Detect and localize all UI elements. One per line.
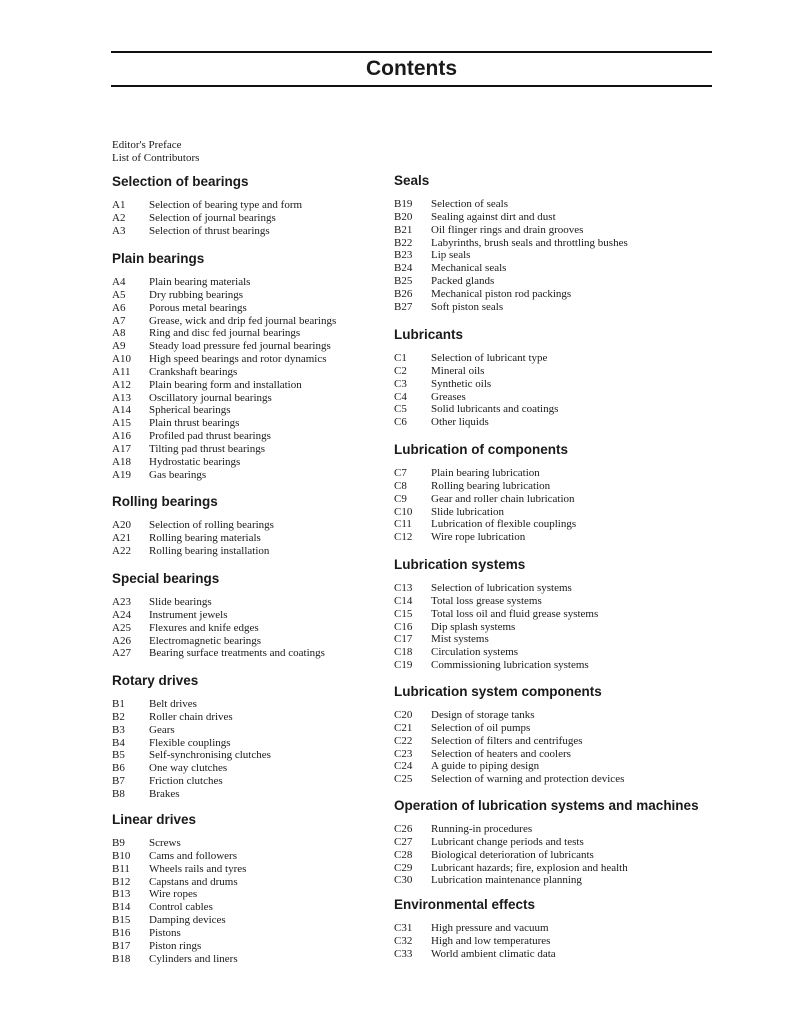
toc-entry-a15 (112, 417, 336, 430)
entry-code: C20 (394, 709, 413, 721)
entry-title: Rolling bearing lubrication (431, 479, 551, 492)
entry-title: Synthetic oils (431, 377, 492, 390)
entry-title: Slide lubrication (431, 505, 505, 518)
toc-entry-c18 (394, 646, 598, 659)
toc-entry-a7 (112, 315, 336, 328)
entry-code: C4 (394, 390, 407, 403)
entry-code: A11 (112, 365, 131, 378)
front-matter-contributors: List of Contributors (112, 152, 200, 164)
entry-code: C32 (394, 934, 413, 947)
toc-entry-b13 (112, 888, 246, 901)
toc-entry-c23 (394, 748, 624, 761)
toc-entry-b5 (112, 749, 271, 762)
entry-code: B6 (112, 762, 125, 775)
toc-entry-c26 (394, 823, 699, 836)
entry-title: Rolling bearing materials (149, 531, 261, 544)
toc-entry-c3 (394, 378, 558, 391)
entry-code: B1 (112, 698, 125, 710)
entry-code: C3 (394, 377, 407, 390)
section-lubrication-system-components (394, 683, 624, 786)
entry-title: Belt drives (149, 698, 197, 710)
entry-title: Porous metal bearings (149, 301, 247, 314)
section-heading: Lubrication systems (394, 557, 526, 572)
entry-code: C19 (394, 659, 413, 672)
entry-title: Crankshaft bearings (149, 365, 238, 378)
entry-title: Oscillatory journal bearings (149, 391, 272, 404)
section-heading: Environmental effects (394, 897, 536, 912)
section-heading: Rotary drives (112, 673, 199, 688)
entry-title: Mechanical seals (431, 262, 507, 275)
toc-entry-a18 (112, 456, 336, 469)
entry-code: A8 (112, 327, 126, 340)
entry-title: Mineral oils (431, 364, 485, 377)
entry-code: C13 (394, 582, 413, 594)
entry-title: Brakes (149, 787, 180, 800)
toc-entry-c5 (394, 403, 558, 416)
entry-code: C12 (394, 531, 413, 544)
entry-code: C28 (394, 848, 413, 861)
entry-code: A17 (112, 442, 131, 455)
title-underline (111, 85, 712, 87)
toc-entry-c4 (394, 391, 558, 404)
toc-entry-a4 (112, 276, 336, 289)
entry-title: Spherical bearings (149, 404, 231, 417)
entry-title: Flexures and knife edges (149, 621, 259, 634)
toc-entry-c17 (394, 633, 598, 646)
entry-title: Solid lubricants and coatings (431, 403, 559, 416)
entry-code: C14 (394, 594, 413, 607)
entry-code: A2 (112, 211, 126, 224)
toc-entry-b11 (112, 863, 246, 876)
entry-code: B20 (394, 210, 413, 223)
entry-title: Gears (149, 723, 175, 736)
section-plain-bearings (112, 250, 336, 482)
entry-code: C25 (394, 773, 413, 786)
entry-code: B5 (112, 749, 125, 762)
entry-title: Lip seals (431, 249, 471, 262)
entry-code: C5 (394, 403, 407, 416)
entry-title: Selection of heaters and coolers (431, 747, 571, 760)
toc-entry-b15 (112, 914, 246, 927)
toc-entry-c2 (394, 365, 558, 378)
toc-entry-b6 (112, 762, 271, 775)
entry-title: Wire rope lubrication (431, 531, 526, 544)
toc-entry-c32 (394, 935, 556, 948)
toc-entry-a8 (112, 327, 336, 340)
entry-code: B13 (112, 888, 131, 901)
toc-entry-a12 (112, 379, 336, 392)
entry-code: C8 (394, 479, 407, 492)
entry-title: Total loss oil and fluid grease systems (431, 607, 599, 620)
toc-entry-b3 (112, 724, 271, 737)
entry-title: Plain bearing lubrication (431, 467, 540, 479)
entry-title: Sealing against dirt and dust (431, 210, 556, 223)
toc-entry-a17 (112, 443, 336, 456)
toc-entry-b22 (394, 237, 628, 250)
top-rule (111, 51, 712, 53)
toc-entry-b7 (112, 775, 271, 788)
entry-code: C6 (394, 416, 407, 429)
toc-entry-c7 (394, 467, 576, 480)
toc-entry-c22 (394, 735, 624, 748)
entry-code: A12 (112, 378, 131, 391)
entry-code: C9 (394, 492, 407, 505)
entry-code: C15 (394, 607, 413, 620)
front-matter-preface: Editor's Preface (112, 139, 182, 151)
entry-title: Selection of journal bearings (149, 211, 276, 224)
entry-title: Selection of filters and centrifuges (431, 734, 583, 747)
toc-entry-c13 (394, 582, 598, 595)
section-special-bearings (112, 570, 325, 660)
toc-entry-b10 (112, 850, 246, 863)
toc-entry-a26 (112, 635, 325, 648)
toc-entry-c1 (394, 352, 558, 365)
toc-entry-c10 (394, 506, 576, 519)
toc-entry-a1 (112, 199, 302, 212)
entry-title: Rolling bearing installation (149, 544, 270, 557)
entry-code: A7 (112, 314, 126, 327)
section-heading: Linear drives (112, 812, 197, 827)
toc-entry-a24 (112, 609, 325, 622)
toc-entry-c20 (394, 709, 624, 722)
entry-title: A guide to piping design (431, 760, 540, 773)
entry-code: A26 (112, 634, 131, 647)
entry-title: Commissioning lubrication systems (431, 659, 589, 672)
entry-title: Bearing surface treatments and coatings (149, 647, 325, 660)
entry-title: High pressure and vacuum (431, 922, 549, 934)
entry-title: One way clutches (149, 762, 228, 775)
entry-code: A1 (112, 199, 126, 211)
entry-code: A16 (112, 430, 131, 443)
entry-title: Packed glands (431, 275, 495, 288)
toc-entry-c29 (394, 862, 699, 875)
entry-title: Slide bearings (149, 596, 212, 608)
entry-title: Selection of lubricant type (431, 352, 548, 364)
entry-title: Gas bearings (149, 468, 207, 481)
toc-entry-b24 (394, 262, 628, 275)
toc-entry-c21 (394, 722, 624, 735)
entry-title: Total loss grease systems (431, 594, 542, 607)
toc-entry-c6 (394, 416, 558, 429)
entry-title: Piston rings (149, 939, 202, 952)
entry-code: A24 (112, 608, 131, 621)
entry-code: C24 (394, 760, 413, 773)
section-seals (394, 172, 628, 314)
entry-title: Selection of lubrication systems (431, 582, 572, 594)
toc-entry-b23 (394, 249, 628, 262)
toc-entry-a2 (112, 212, 302, 225)
entry-title: Self-synchronising clutches (149, 749, 271, 762)
toc-entry-c25 (394, 773, 624, 786)
entry-code: C7 (394, 467, 407, 479)
entry-code: A20 (112, 519, 131, 531)
entry-code: B3 (112, 723, 125, 736)
section-heading: Rolling bearings (112, 494, 218, 509)
entry-code: B9 (112, 837, 125, 849)
entry-title: Selection of bearing type and form (149, 199, 303, 211)
toc-entry-c33 (394, 948, 556, 961)
entry-code: B10 (112, 849, 131, 862)
entry-code: B18 (112, 952, 131, 965)
entry-code: A5 (112, 288, 126, 301)
entry-code: C29 (394, 861, 413, 874)
entry-title: Roller chain drives (149, 710, 233, 723)
entry-title: Tilting pad thrust bearings (149, 442, 266, 455)
entry-title: Dip splash systems (431, 620, 516, 633)
section-heading: Selection of bearings (112, 174, 249, 189)
entry-code: A6 (112, 301, 126, 314)
entry-code: B11 (112, 862, 130, 875)
entry-title: Selection of oil pumps (431, 721, 531, 734)
entry-title: Labyrinths, brush seals and throttling bushes (431, 236, 628, 249)
toc-entry-b12 (112, 876, 246, 889)
entry-title: Lubrication of flexible couplings (431, 518, 577, 531)
entry-code: A18 (112, 455, 131, 468)
entry-code: B8 (112, 787, 125, 800)
entry-title: Design of storage tanks (431, 709, 535, 721)
entry-code: C22 (394, 734, 413, 747)
toc-entry-b18 (112, 953, 246, 966)
toc-entry-c11 (394, 518, 576, 531)
entry-code: B19 (394, 198, 413, 210)
toc-entry-c14 (394, 595, 598, 608)
entry-code: B16 (112, 926, 131, 939)
entry-title: Flexible couplings (149, 736, 231, 749)
toc-entry-b4 (112, 737, 271, 750)
toc-entry-a3 (112, 225, 302, 238)
entry-title: Soft piston seals (431, 300, 504, 313)
entry-code: C18 (394, 646, 413, 659)
toc-entry-a5 (112, 289, 336, 302)
entry-title: Plain thrust bearings (149, 417, 240, 430)
entry-code: C30 (394, 874, 413, 887)
entry-code: B22 (394, 236, 413, 249)
entry-title: Selection of warning and protection devices (431, 773, 625, 786)
toc-entry-b9 (112, 837, 246, 850)
entry-title: Other liquids (431, 416, 489, 429)
entry-code: C11 (394, 518, 412, 531)
section-lubrication-systems (394, 556, 598, 672)
toc-entry-b14 (112, 901, 246, 914)
section-heading: Lubrication of components (394, 442, 568, 457)
section-selection-of-bearings (112, 173, 302, 238)
toc-entry-b16 (112, 927, 246, 940)
entry-code: A10 (112, 353, 131, 366)
entry-code: B24 (394, 262, 413, 275)
entry-title: Lubrication maintenance planning (431, 874, 582, 887)
entry-title: Plain bearing form and installation (149, 378, 302, 391)
entry-code: C31 (394, 922, 413, 934)
entry-code: C21 (394, 721, 413, 734)
toc-entry-c28 (394, 849, 699, 862)
toc-entry-c27 (394, 836, 699, 849)
section-lubricants (394, 326, 558, 429)
entry-title: Dry rubbing bearings (149, 288, 244, 301)
entry-title: Pistons (149, 926, 181, 939)
entry-code: B17 (112, 939, 131, 952)
entry-code: A22 (112, 544, 131, 557)
entry-title: Wire ropes (149, 888, 198, 901)
section-heading: Special bearings (112, 571, 220, 586)
toc-entry-a23 (112, 596, 325, 609)
toc-entry-b21 (394, 224, 628, 237)
entry-title: Control cables (149, 901, 213, 914)
entry-code: B14 (112, 901, 131, 914)
toc-entry-c19 (394, 659, 598, 672)
section-heading: Seals (394, 173, 430, 188)
entry-code: A23 (112, 596, 131, 608)
section-heading: Lubricants (394, 327, 464, 342)
toc-entry-a16 (112, 430, 336, 443)
entry-title: Oil flinger rings and drain grooves (431, 223, 584, 236)
entry-code: B4 (112, 736, 125, 749)
entry-code: C16 (394, 620, 413, 633)
toc-entry-a25 (112, 622, 325, 635)
entry-code: B26 (394, 287, 413, 300)
toc-entry-b17 (112, 940, 246, 953)
section-heading: Operation of lubrication systems and machines (394, 798, 699, 813)
toc-entry-a9 (112, 340, 336, 353)
entry-title: Greases (431, 390, 466, 403)
toc-entry-c15 (394, 608, 598, 621)
section-heading: Plain bearings (112, 251, 205, 266)
entry-title: Mechanical piston rod packings (431, 287, 572, 300)
toc-entry-b1 (112, 698, 271, 711)
toc-entry-b26 (394, 288, 628, 301)
entry-code: A3 (112, 224, 126, 237)
toc-entry-a21 (112, 532, 274, 545)
entry-code: C1 (394, 352, 407, 364)
entry-code: A19 (112, 468, 131, 481)
entry-code: A15 (112, 417, 131, 430)
entry-title: World ambient climatic data (431, 947, 556, 960)
entry-title: Running-in procedures (431, 823, 533, 835)
entry-code: C10 (394, 505, 413, 518)
entry-code: B2 (112, 710, 125, 723)
entry-title: High speed bearings and rotor dynamics (149, 353, 327, 366)
entry-title: Plain bearing materials (149, 276, 251, 288)
entry-code: B21 (394, 223, 413, 236)
toc-entry-b27 (394, 301, 628, 314)
entry-title: Damping devices (149, 914, 226, 927)
entry-title: Mist systems (431, 633, 489, 646)
section-environmental-effects (394, 896, 556, 961)
entry-code: A27 (112, 647, 131, 660)
entry-code: B25 (394, 275, 413, 288)
toc-entry-c30 (394, 874, 699, 887)
toc-entry-a11 (112, 366, 336, 379)
entry-code: A4 (112, 276, 126, 288)
page-title: Contents (366, 57, 457, 80)
toc-entry-a13 (112, 392, 336, 405)
entry-title: Cams and followers (149, 849, 237, 862)
entry-title: Electromagnetic bearings (149, 634, 262, 647)
section-rolling-bearings (112, 493, 274, 558)
entry-code: A13 (112, 391, 131, 404)
entry-title: Selection of seals (431, 198, 508, 210)
entry-code: A21 (112, 531, 131, 544)
entry-code: B27 (394, 300, 413, 313)
toc-entry-a22 (112, 545, 274, 558)
entry-code: A14 (112, 404, 131, 417)
toc-entry-c16 (394, 621, 598, 634)
entry-code: B23 (394, 249, 413, 262)
entry-title: Screws (149, 837, 181, 849)
toc-entry-a6 (112, 302, 336, 315)
entry-title: Hydrostatic bearings (149, 455, 241, 468)
entry-code: C17 (394, 633, 413, 646)
section-operation-of-lubrication-systems-and-machines (394, 797, 699, 887)
toc-entry-b2 (112, 711, 271, 724)
entry-title: Selection of rolling bearings (149, 519, 274, 531)
entry-code: C27 (394, 835, 413, 848)
entry-title: Friction clutches (149, 775, 223, 788)
toc-entry-c31 (394, 922, 556, 935)
entry-title: Selection of thrust bearings (149, 224, 270, 237)
entry-code: C33 (394, 947, 413, 960)
entry-code: C23 (394, 747, 413, 760)
toc-entry-c12 (394, 531, 576, 544)
entry-code: B12 (112, 875, 131, 888)
entry-title: Instrument jewels (149, 608, 228, 621)
toc-entry-b20 (394, 211, 628, 224)
entry-title: Profiled pad thrust bearings (149, 430, 271, 443)
entry-title: Cylinders and liners (149, 952, 238, 965)
toc-entry-a27 (112, 647, 325, 660)
section-lubrication-of-components (394, 441, 576, 544)
toc-entry-c24 (394, 760, 624, 773)
entry-title: Grease, wick and drip fed journal bearings (149, 314, 337, 327)
toc-entry-a14 (112, 404, 336, 417)
entry-title: Ring and disc fed journal bearings (149, 327, 301, 340)
toc-entry-a20 (112, 519, 274, 532)
toc-entry-b19 (394, 198, 628, 211)
entry-code: C2 (394, 364, 407, 377)
entry-code: A9 (112, 340, 126, 353)
toc-entry-b25 (394, 275, 628, 288)
section-linear-drives (112, 811, 246, 965)
entry-title: Biological deterioration of lubricants (431, 848, 594, 861)
entry-code: B15 (112, 914, 131, 927)
entry-title: Gear and roller chain lubrication (431, 492, 575, 505)
entry-title: Wheels rails and tyres (149, 862, 247, 875)
entry-title: Circulation systems (431, 646, 519, 659)
section-heading: Lubrication system components (394, 684, 602, 699)
toc-entry-c8 (394, 480, 576, 493)
entry-code: C26 (394, 823, 413, 835)
toc-entry-c9 (394, 493, 576, 506)
section-rotary-drives (112, 672, 271, 801)
toc-entry-a10 (112, 353, 336, 366)
entry-code: B7 (112, 775, 125, 788)
entry-title: Steady load pressure fed journal bearings (149, 340, 331, 353)
toc-entry-b8 (112, 788, 271, 801)
toc-entry-a19 (112, 469, 336, 482)
entry-code: A25 (112, 621, 131, 634)
entry-title: Lubricant hazards; fire, explosion and health (431, 861, 628, 874)
entry-title: High and low temperatures (431, 934, 551, 947)
entry-title: Lubricant change periods and tests (431, 835, 584, 848)
entry-title: Capstans and drums (149, 875, 238, 888)
